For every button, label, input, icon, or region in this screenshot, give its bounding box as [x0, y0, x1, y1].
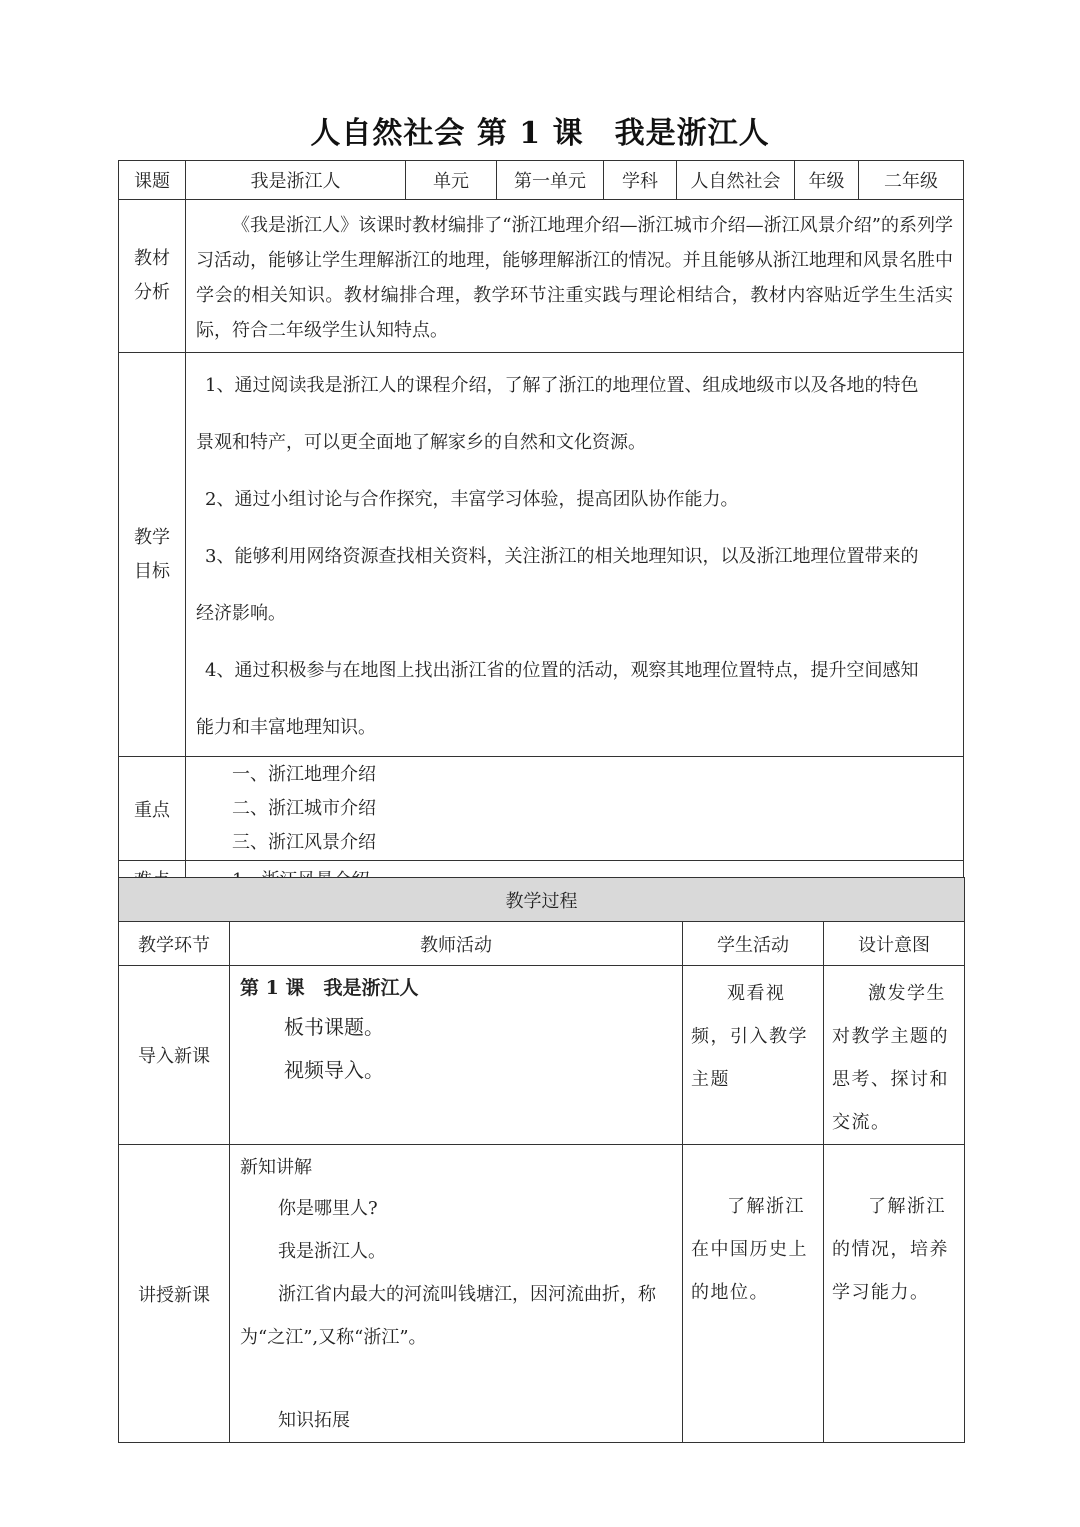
column-header: 教学环节 — [119, 922, 230, 966]
teacher-activity — [230, 1145, 683, 1443]
subject-label: 学科 — [604, 161, 677, 200]
topic-value: 我是浙江人 — [186, 161, 406, 200]
student-line: 观看视 — [727, 983, 786, 1004]
grade-value: 二年级 — [859, 161, 964, 200]
student-line: 主题 — [691, 1069, 730, 1090]
unit-label: 单元 — [406, 161, 497, 200]
column-header: 学生活动 — [683, 922, 824, 966]
teacher-activity — [230, 966, 683, 1145]
goals-list — [186, 353, 964, 757]
key-point-item: 二、浙江城市介绍 — [232, 797, 376, 819]
goals-label-line2: 目标 — [134, 560, 170, 582]
key-points-list — [186, 757, 964, 861]
student-line: 的地位。 — [691, 1282, 769, 1303]
goal-line: 1、通过阅读我是浙江人的课程介绍，了解了浙江的地理位置、组成地级市以及各地的特色 — [205, 375, 919, 396]
analysis-label — [119, 200, 186, 353]
teacher-line: 知识拓展 — [278, 1410, 350, 1431]
design-intent — [824, 966, 965, 1145]
intent-line: 思考、探讨和 — [832, 1069, 949, 1090]
goal-line: 4、通过积极参与在地图上找出浙江省的位置的活动，观察其地理位置特点，提升空间感知 — [205, 660, 919, 681]
column-header: 设计意图 — [824, 922, 965, 966]
student-line: 了解浙江 — [727, 1196, 805, 1217]
subject-value: 人自然社会 — [677, 161, 795, 200]
goals-label — [119, 353, 186, 757]
key-point-item: 三、浙江风景介绍 — [232, 831, 376, 853]
teacher-line: 为“之江”,又称“浙江”。 — [240, 1327, 427, 1348]
analysis-text: 《我是浙江人》该课时教材编排了“浙江地理介绍—浙江城市介绍—浙江风景介绍”的系列学习活动，能够让学生理解浙江的地理，能够理解浙江的情况。并且能够从浙江地理和风景名胜中学会的相关知识。教材编排合理，教学环节注重实践与理论相结合，教材内容贴近学生生活实际，符合二年级学生认知特点。 — [186, 200, 964, 353]
analysis-label-line2: 分析 — [134, 282, 170, 303]
lesson-heading: 第 1 课 我是浙江人 — [240, 977, 419, 999]
intent-line: 交流。 — [832, 1112, 891, 1133]
teacher-line: 浙江省内最大的河流叫钱塘江，因河流曲折，称 — [278, 1284, 656, 1305]
topic-label: 课题 — [119, 161, 186, 200]
teacher-line: 我是浙江人。 — [278, 1241, 386, 1262]
stage-cell: 导入新课 — [119, 966, 230, 1145]
lesson-info-table — [118, 160, 964, 898]
goals-label-line1: 教学 — [134, 526, 170, 548]
teacher-line: 新知讲解 — [240, 1157, 312, 1178]
analysis-label-line1: 教材 — [134, 248, 170, 269]
student-activity — [683, 966, 824, 1145]
table-row — [119, 966, 965, 1145]
goal-line: 2、通过小组讨论与合作探究，丰富学习体验，提高团队协作能力。 — [205, 489, 739, 510]
goal-line: 3、能够利用网络资源查找相关资料，关注浙江的相关地理知识，以及浙江地理位置带来的 — [205, 546, 919, 567]
student-line: 在中国历史上 — [691, 1239, 808, 1260]
key-point-item: 一、浙江地理介绍 — [232, 763, 376, 785]
goal-line: 景观和特产，可以更全面地了解家乡的自然和文化资源。 — [196, 432, 646, 453]
process-header: 教学过程 — [119, 878, 965, 922]
grade-label: 年级 — [795, 161, 859, 200]
intent-line: 激发学生 — [868, 983, 946, 1004]
student-line: 频，引入教学 — [691, 1026, 808, 1047]
teacher-line: 视频导入。 — [284, 1058, 384, 1082]
table-row — [119, 1145, 965, 1443]
column-header: 教师活动 — [230, 922, 683, 966]
goal-line: 能力和丰富地理知识。 — [196, 717, 376, 738]
intent-line: 对教学主题的 — [832, 1026, 949, 1047]
intent-line: 的情况，培养 — [832, 1239, 949, 1260]
teacher-line: 你是哪里人? — [278, 1198, 378, 1219]
teacher-line: 板书课题。 — [284, 1015, 384, 1039]
design-intent — [824, 1145, 965, 1443]
intent-line: 学习能力。 — [832, 1282, 930, 1303]
page-title: 人自然社会 第 1 课 我是浙江人 — [310, 116, 770, 151]
student-activity — [683, 1145, 824, 1443]
goal-line: 经济影响。 — [196, 603, 286, 624]
unit-value: 第一单元 — [497, 161, 604, 200]
stage-cell: 讲授新课 — [119, 1145, 230, 1443]
process-table — [118, 877, 965, 1443]
intent-line: 了解浙江 — [868, 1196, 946, 1217]
key-points-label: 重点 — [119, 757, 186, 861]
